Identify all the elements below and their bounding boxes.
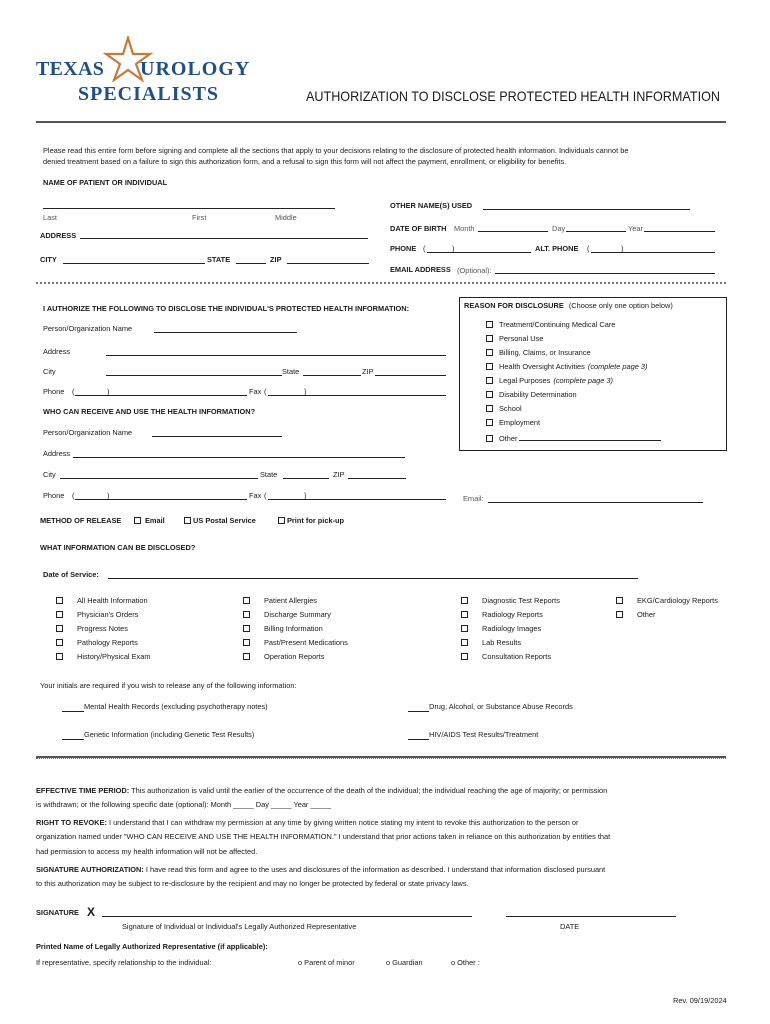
- info-checkbox[interactable]: [461, 611, 468, 618]
- reason-option-8[interactable]: [486, 433, 661, 442]
- info-item-label: Past/Present Medications: [264, 638, 348, 647]
- phone-area-open: (: [423, 244, 426, 253]
- authorize-heading: I AUTHORIZE THE FOLLOWING TO DISCLOSE THE INDIVIDUAL'S PROTECTED HEALTH INFORMATION:: [43, 304, 410, 313]
- release-email-checkbox[interactable]: [134, 517, 141, 524]
- info-item-col2-2[interactable]: [243, 625, 323, 632]
- info-item-col2-1[interactable]: [243, 611, 331, 618]
- alt-phone-area-close: ): [621, 244, 624, 253]
- info-item-label: Operation Reports: [264, 652, 325, 661]
- info-checkbox[interactable]: [243, 611, 250, 618]
- rep-option-guardian[interactable]: o Guardian: [386, 958, 423, 967]
- authorize-fax-paren-open: (: [264, 387, 267, 396]
- mental-health-label: Mental Health Records (excluding psychotherapy notes): [84, 702, 268, 711]
- dob-month-field[interactable]: [478, 231, 548, 232]
- signature-date-label: DATE: [560, 922, 580, 931]
- signature-x-mark: X: [87, 905, 96, 919]
- dob-day-field[interactable]: [566, 231, 626, 232]
- recipient-fax-field[interactable]: [268, 499, 446, 500]
- info-checkbox[interactable]: [243, 653, 250, 660]
- reason-option-4[interactable]: [486, 377, 613, 384]
- info-item-col3-1[interactable]: [461, 611, 543, 618]
- recipient-city-label: City: [43, 470, 56, 479]
- initials-note: Your initials are required if you wish to release any of the following information:: [40, 681, 297, 690]
- reason-option-2[interactable]: [486, 349, 591, 356]
- info-item-label: Discharge Summary: [264, 610, 331, 619]
- reason-checkbox[interactable]: [486, 405, 493, 412]
- info-heading: WHAT INFORMATION CAN BE DISCLOSED?: [40, 543, 196, 552]
- last-label: Last: [43, 213, 57, 222]
- release-pickup-option[interactable]: [278, 517, 344, 524]
- initials-divider-dots: [36, 758, 726, 759]
- info-checkbox[interactable]: [56, 611, 63, 618]
- authorize-city-field[interactable]: [106, 375, 282, 376]
- reason-option-5[interactable]: [486, 391, 577, 398]
- dob-year-field[interactable]: [644, 231, 715, 232]
- authorize-zip-field[interactable]: [375, 375, 446, 376]
- reason-option-label: Disability Determination: [499, 390, 577, 399]
- middle-label: Middle: [275, 213, 297, 222]
- recipient-address-label: Address: [43, 449, 71, 458]
- logo-word-texas: TEXAS: [36, 58, 105, 80]
- drug-alcohol-label: Drug, Alcohol, or Substance Abuse Records: [429, 702, 573, 711]
- recipient-state-field[interactable]: [283, 478, 329, 479]
- recipient-phone-paren-open: (: [72, 491, 75, 500]
- mental-initials-field[interactable]: [62, 711, 84, 712]
- first-label: First: [192, 213, 207, 222]
- recipient-fax-paren-open: (: [264, 491, 267, 500]
- recipient-person-label: Person/Organization Name: [43, 428, 133, 437]
- authorize-person-field[interactable]: [154, 332, 297, 333]
- reason-checkbox[interactable]: [486, 363, 493, 370]
- info-item-col1-4[interactable]: [56, 653, 151, 660]
- info-checkbox[interactable]: [461, 625, 468, 632]
- dob-day-label: Day: [552, 224, 566, 233]
- info-checkbox[interactable]: [56, 639, 63, 646]
- authorize-person-label: Person/Organization Name: [43, 324, 133, 333]
- logo-word-urology: UROLOGY: [140, 58, 251, 80]
- reason-for-disclosure-box: [459, 297, 727, 451]
- recipient-zip-label: ZIP: [333, 470, 345, 479]
- dob-month-label: Month: [454, 224, 475, 233]
- email-optional-label: (Optional):: [457, 266, 492, 275]
- info-checkbox[interactable]: [243, 597, 250, 604]
- reason-checkbox[interactable]: [486, 321, 493, 328]
- authorize-fax-field[interactable]: [268, 395, 446, 396]
- reason-option-note: (complete page 3): [553, 376, 613, 385]
- reason-option-label: Employment: [499, 418, 541, 427]
- authorize-phone-paren-open: (: [72, 387, 75, 396]
- info-item-col3-4[interactable]: [461, 653, 551, 660]
- revoke-line-1: [36, 819, 579, 826]
- reason-option-7[interactable]: [486, 419, 540, 426]
- date-of-service-field[interactable]: [108, 578, 638, 579]
- reason-checkbox[interactable]: [486, 391, 493, 398]
- rep-option-other[interactable]: o Other :: [451, 958, 480, 967]
- info-item-col1-1[interactable]: [56, 611, 138, 618]
- state-label: STATE: [207, 255, 231, 264]
- reason-option-label: Other: [499, 434, 518, 443]
- authorize-state-label: State: [282, 367, 300, 376]
- authorize-city-label: City: [43, 367, 56, 376]
- info-item-col3-3[interactable]: [461, 639, 521, 646]
- recipient-city-field[interactable]: [60, 478, 258, 479]
- info-item-label: Radiology Reports: [482, 610, 543, 619]
- info-item-label: Consultation Reports: [482, 652, 552, 661]
- reason-option-3[interactable]: [486, 363, 647, 370]
- recipient-fax-paren-close: ): [304, 491, 307, 500]
- revoke-label: RIGHT TO REVOKE:: [36, 818, 107, 827]
- recipient-state-label: State: [260, 470, 278, 479]
- info-checkbox[interactable]: [56, 625, 63, 632]
- info-item-col1-2[interactable]: [56, 625, 128, 632]
- reason-checkbox[interactable]: [486, 335, 493, 342]
- authorize-zip-label: ZIP: [362, 367, 374, 376]
- revoke-text-1: I understand that I can withdraw my permission at any time by giving written notice stating my intent to revoke this authorization to the person or: [108, 818, 579, 827]
- reason-heading-row: [464, 302, 673, 309]
- info-item-col1-0[interactable]: [56, 597, 148, 604]
- release-email-label: Email: [145, 516, 165, 525]
- release-pickup-label: Print for pick-up: [287, 516, 345, 525]
- info-checkbox[interactable]: [461, 653, 468, 660]
- info-checkbox[interactable]: [56, 597, 63, 604]
- intro-line-1: Please read this entire form before signing and complete all the sections that apply to your decisions relating to the disclosure of protected health information. Individuals cannot be: [43, 146, 629, 155]
- phone-field[interactable]: [427, 252, 531, 253]
- reason-checkbox[interactable]: [486, 377, 493, 384]
- info-item-label: Physician's Orders: [77, 610, 139, 619]
- info-checkbox[interactable]: [461, 639, 468, 646]
- info-item-col2-3[interactable]: [243, 639, 348, 646]
- info-item-label: Radiology Images: [482, 624, 542, 633]
- representative-heading: Printed Name of Legally Authorized Representative (if applicable):: [36, 942, 268, 951]
- authorize-fax-paren-close: ): [304, 387, 307, 396]
- info-item-col3-2[interactable]: [461, 625, 541, 632]
- alt-phone-label: ALT. PHONE: [535, 244, 579, 253]
- recipient-heading: WHO CAN RECEIVE AND USE THE HEALTH INFORMATION?: [43, 407, 256, 416]
- reason-checkbox[interactable]: [486, 435, 493, 442]
- logo: [36, 36, 251, 108]
- authorize-address-field[interactable]: [106, 355, 446, 356]
- state-field[interactable]: [236, 263, 266, 264]
- zip-label: ZIP: [270, 255, 282, 264]
- authorize-fax-label: Fax: [249, 387, 262, 396]
- method-of-release-label: METHOD OF RELEASE: [40, 516, 122, 525]
- release-email-option[interactable]: [134, 517, 165, 524]
- reason-option-label: School: [499, 404, 522, 413]
- sig-auth-text-1: I have read this form and agree to the uses and disclosures of the information as described. I understand that information disclosed pursuant: [145, 865, 606, 874]
- reason-checkbox[interactable]: [486, 419, 493, 426]
- info-item-label: Billing Information: [264, 624, 323, 633]
- release-mail-checkbox[interactable]: [184, 517, 191, 524]
- authorize-state-field[interactable]: [303, 375, 361, 376]
- address-field[interactable]: [80, 238, 368, 239]
- zip-field[interactable]: [287, 263, 369, 264]
- info-checkbox[interactable]: [243, 639, 250, 646]
- other-names-field[interactable]: [483, 209, 690, 210]
- sig-auth-line-2: to this authorization may be subject to re-disclosure by the recipient and may no longer be protected by federal or state privacy laws.: [36, 879, 469, 888]
- recipient-phone-paren-close: ): [107, 491, 110, 500]
- info-checkbox[interactable]: [616, 611, 623, 618]
- hiv-aids-label: HIV/AIDS Test Results/Treatment: [429, 730, 539, 739]
- info-item-label: Lab Results: [482, 638, 522, 647]
- effective-line-1: [36, 787, 607, 794]
- info-item-label: Other: [637, 610, 656, 619]
- reason-option-6[interactable]: [486, 405, 522, 412]
- authorize-phone-field[interactable]: [75, 395, 247, 396]
- form-title: AUTHORIZATION TO DISCLOSE PROTECTED HEALTH INFORMATION: [306, 88, 720, 104]
- effective-text-1: This authorization is valid until the earlier of the occurrence of the death of the individual; the individual reaching the age of majority; or permission: [131, 786, 608, 795]
- alt-phone-area-open: (: [587, 244, 590, 253]
- logo-word-specialists: SPECIALISTS: [78, 83, 220, 105]
- recipient-zip-field[interactable]: [348, 478, 406, 479]
- patient-name-field[interactable]: [43, 208, 335, 209]
- info-item-label: History/Physical Exam: [77, 652, 151, 661]
- title-divider: [36, 121, 726, 123]
- reason-option-label: Treatment/Continuing Medical Care: [499, 320, 616, 329]
- reason-checkbox[interactable]: [486, 349, 493, 356]
- reason-option-0[interactable]: [486, 321, 615, 328]
- reason-option-label: Personal Use: [499, 334, 544, 343]
- city-label: CITY: [40, 255, 57, 264]
- reason-note: (Choose only one option below): [568, 301, 673, 310]
- signature-label: SIGNATURE: [36, 908, 79, 917]
- recipient-phone-label: Phone: [43, 491, 65, 500]
- revoke-line-3: had permission to access my health information will not be affected.: [36, 847, 258, 856]
- authorize-address-label: Address: [43, 347, 71, 356]
- date-of-service-label: Date of Service:: [43, 570, 99, 579]
- authorize-phone-label: Phone: [43, 387, 65, 396]
- info-item-col4-0[interactable]: [616, 597, 718, 604]
- dob-year-label: Year: [628, 224, 643, 233]
- reason-option-label: Health Oversight Activities: [499, 362, 585, 371]
- sig-auth-line-1: [36, 866, 605, 873]
- info-checkbox[interactable]: [243, 625, 250, 632]
- recipient-phone-field[interactable]: [75, 499, 247, 500]
- recipient-email-label: Email:: [463, 494, 484, 503]
- sig-auth-label: SIGNATURE AUTHORIZATION:: [36, 865, 144, 874]
- reason-heading: REASON FOR DISCLOSURE: [464, 301, 564, 310]
- reason-option-1[interactable]: [486, 335, 543, 342]
- recipient-email-field[interactable]: [488, 502, 703, 503]
- info-item-col4-1[interactable]: [616, 611, 655, 618]
- reason-option-note: (complete page 3): [587, 362, 648, 371]
- address-label: ADDRESS: [40, 231, 77, 240]
- release-mail-label: US Postal Service: [193, 516, 256, 525]
- hiv-initials-field[interactable]: [408, 739, 429, 740]
- recipient-person-field[interactable]: [152, 436, 282, 437]
- info-item-label: All Health Information: [77, 596, 148, 605]
- patient-email-field[interactable]: [495, 273, 715, 274]
- release-pickup-checkbox[interactable]: [278, 517, 285, 524]
- recipient-address-field[interactable]: [73, 457, 405, 458]
- drug-initials-field[interactable]: [408, 711, 429, 712]
- info-item-label: Diagnostic Test Reports: [482, 596, 560, 605]
- signature-field[interactable]: [102, 916, 472, 917]
- recipient-fax-label: Fax: [249, 491, 262, 500]
- rep-option-parent[interactable]: o Parent of minor: [298, 958, 355, 967]
- patient-name-label: NAME OF PATIENT OR INDIVIDUAL: [43, 178, 168, 187]
- info-item-label: Pathology Reports: [77, 638, 138, 647]
- signature-date-field[interactable]: [506, 916, 676, 917]
- info-item-label: EKG/Cardiology Reports: [637, 596, 718, 605]
- release-mail-option[interactable]: [184, 517, 256, 524]
- genetic-info-label: Genetic Information (including Genetic Test Results): [84, 730, 255, 739]
- info-item-label: Progress Notes: [77, 624, 128, 633]
- info-item-label: Patient Allergies: [264, 596, 317, 605]
- city-field[interactable]: [63, 263, 205, 264]
- revoke-line-2: organization named under "WHO CAN RECEIVE AND USE THE HEALTH INFORMATION." I understand that prior actions taken in reliance on this authorization by entities that: [36, 832, 611, 841]
- info-checkbox[interactable]: [56, 653, 63, 660]
- revision-date: Rev. 09/19/2024: [673, 996, 727, 1005]
- reason-option-label: Legal Purposes: [499, 376, 551, 385]
- effective-label: EFFECTIVE TIME PERIOD:: [36, 786, 130, 795]
- info-item-col1-3[interactable]: [56, 639, 138, 646]
- representative-relationship-label: If representative, specify relationship to the individual:: [36, 958, 212, 967]
- patient-section-divider: [36, 282, 726, 284]
- info-item-col2-4[interactable]: [243, 653, 324, 660]
- dob-label: DATE OF BIRTH: [390, 224, 447, 233]
- alt-phone-field[interactable]: [591, 252, 715, 253]
- intro-line-2: denied treatment based on a failure to sign this authorization form, and a refusal to sign this form will not affect the payment, enrollment, or eligibility for benefits.: [43, 157, 567, 166]
- phone-area-close: ): [452, 244, 455, 253]
- info-item-col3-0[interactable]: [461, 597, 560, 604]
- signature-caption: Signature of Individual or Individual's Legally Authorized Representative: [122, 922, 357, 931]
- reason-other-field[interactable]: [519, 433, 661, 441]
- effective-line-2: is withdrawn; or the following specific date (optional): Month _____ Day _____ Year _____: [36, 800, 331, 809]
- info-item-col2-0[interactable]: [243, 597, 317, 604]
- phone-label: PHONE: [390, 244, 417, 253]
- authorize-phone-paren-close: ): [107, 387, 110, 396]
- email-label: EMAIL ADDRESS: [390, 265, 451, 274]
- info-checkbox[interactable]: [616, 597, 623, 604]
- reason-option-label: Billing, Claims, or Insurance: [499, 348, 591, 357]
- info-checkbox[interactable]: [461, 597, 468, 604]
- genetic-initials-field[interactable]: [62, 739, 84, 740]
- other-names-label: OTHER NAME(S) USED: [390, 201, 473, 210]
